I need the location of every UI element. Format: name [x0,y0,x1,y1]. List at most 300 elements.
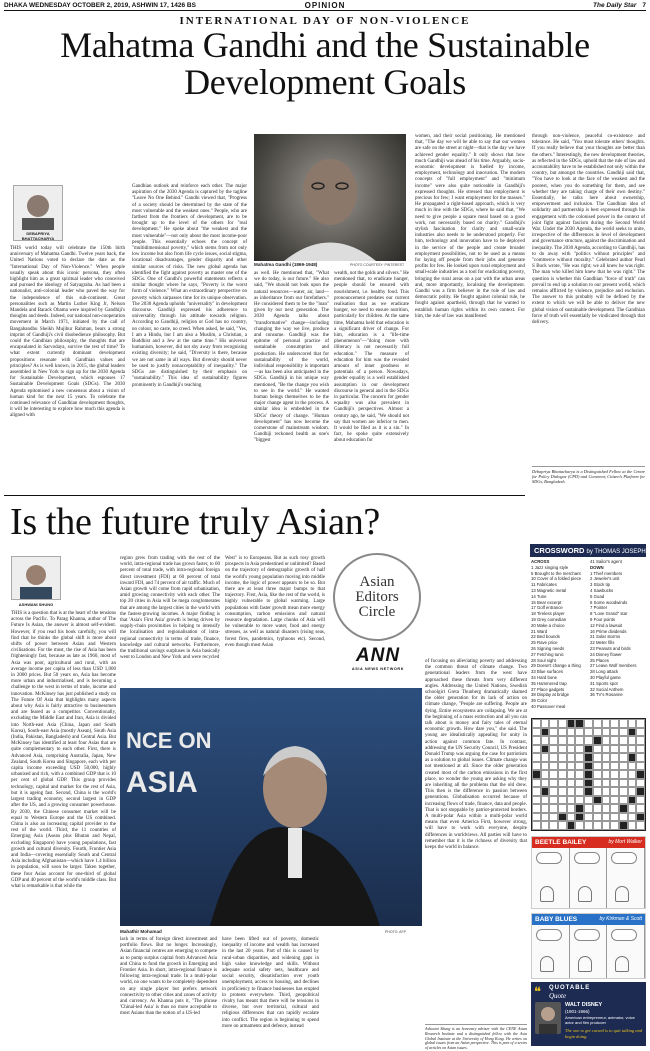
crossword-cell[interactable] [558,762,567,771]
mahathir-photo-credit: PHOTO: AFP [385,930,406,934]
crossword-cell[interactable] [532,728,541,737]
crossword-cell[interactable] [602,728,611,737]
baby-blues-comic [531,913,646,979]
crossword-cell [541,745,550,754]
crossword-title: CROSSWORD [534,546,585,555]
crossword-cell[interactable] [549,719,558,728]
crossword-byline: by THOMAS JOSEPH [586,549,646,555]
across-clue: 20 Make a choice [531,622,565,628]
baby-blues-artist: by Kirkman & Scott [599,916,642,922]
crossword-cell[interactable] [558,770,567,779]
crossword-cell[interactable] [532,796,541,805]
crossword-cell[interactable] [636,719,645,728]
asia-headline: Is the future truly Asian? [10,501,380,543]
crossword-cell[interactable] [610,762,619,771]
across-clue: 29 Doesn't change a thing [531,663,581,669]
down-clue: 7 Pointer [590,605,608,611]
crossword-cell[interactable] [549,745,558,754]
crossword-cell[interactable] [610,736,619,745]
crossword-cell[interactable] [549,736,558,745]
mahathir-photo [120,688,422,926]
crossword-cell[interactable] [628,770,637,779]
crossword-cell[interactable] [584,796,593,805]
crossword-cell[interactable] [549,813,558,822]
across-clue: 21 Ward [531,628,548,634]
crossword-cell [636,813,645,822]
down-clue: 30 Playful game [590,674,621,680]
gandhi-portrait-icon [254,134,406,261]
asia-col1: THIS is a question that is at the heart of the tensions across the Pacific. To Parag Khanna, author of The Future Is Asian, the answer is almost self-evident. However, if you read his book carefully, you will find that he thinks the global shift is more about shifts of power between Asian and Western civilisations. For the most, the rise of Asia has been frighteningly fast, because as late as 1960, most of Asia was poor, agricultural and rural, with an average income per capita of less than USD 1,000 in 2000 prices. But 50 years on, Asia has become more urban and industrialised, and is becoming a challenge to the west in terms of trade, income and innovation. McKinsey has just published a study on The Future Of Asia that highlights many aspects about why Asia is fairly attractive to businessmen and are feared as a competitor. Conventionally, excluding the Middle East and Iran, Asia is divided into North-east Asia (China, Japan and South Korea), South-east Asia (mostly Asean), South Asia (India, Pakistan, Bangladesh) and Central Asia. But McKinsey has identified at least four Asias that are quite complementary to each other. First, there is Advanced Asia, comprising Australia, Japan, New Zealand, South Korea and Singapore, each with per capita income exceeding USD 50,000, highly urbanised and rich, with a combined GDP that is 10 per cent of global GDP. This group provides technology, capital and market for the rest of Asia, but it is ageing fast. Second, China is the world's largest trading economy, second largest in GDP after the US, and a growing consumer powerhouse. By 2030, the Chinese consumer market will be equal to Western Europe and the US combined. China is also an increasing capital provider to the rest of the world. Third, the 11 countries of Emerging Asia (Asean plus Bhutan and Nepal, excluding Singapore) have young populations, fast growth and cultural diversity. Fourth, Frontier Asia and India—covering essentially South and Central Asia including Afghanistan—which have 1.4 billion in population, will soon be larger. Taken together, these four Asias account for one-third of global GDP and 40 percent of the world's middle class. But what is remarkable is that while the [11,611,116,889]
across-clue: 37 Place gadgets [531,686,565,692]
crossword-cell[interactable] [532,736,541,745]
crossword-cell[interactable] [636,728,645,737]
crossword-across-clues [531,559,588,716]
comic-panel [570,848,608,908]
crossword-cell[interactable] [541,753,550,762]
comic-panel [532,848,570,908]
crossword-cell[interactable] [628,787,637,796]
beetle-bailey-bar [532,837,645,848]
crossword-cell[interactable] [619,796,628,805]
crossword-cell[interactable] [619,787,628,796]
down-clue: 23 Peanuts and birds [590,645,631,651]
crossword-cell[interactable] [541,796,550,805]
crossword-cell[interactable] [602,753,611,762]
down-clue: 27 Leave Wolf members [590,663,637,669]
crossword-header [530,544,646,557]
asia-col3: West" is to Europeans. But as such rosy growth prospects in Asia predestined or unlimited? Based on the trajectory of demographic growth of half the world's young population moving into middle income, the logic of power appears to be so. But there are at least three major bumps to that trajectory. First, Asia, like the rest of the world, is highly vulnerable to global warming. Large populations with faster growth mean more energy consumption, carbon emissions and natural resource degradation. Large chunks of Asia will be vulnerable to more water, food and energy stresses, as well as natural disasters (rising seas, forest fires, pandemics, typhoons etc). Second, even though most Asian [225,556,325,648]
crossword-cell [567,821,576,830]
crossword-cell[interactable] [602,813,611,822]
down-label: DOWN [590,564,604,570]
crossword-cell[interactable] [602,796,611,805]
down-clue: 22 Meter fills [590,640,615,646]
crossword-cell[interactable] [602,821,611,830]
crossword-cell[interactable] [549,779,558,788]
crossword-cell[interactable] [558,787,567,796]
crossword-cell[interactable] [575,736,584,745]
crossword-cell[interactable] [636,821,645,830]
crossword-cell [619,821,628,830]
gandhi-col1: THIS world today will celebrate the 150th birth anniversary of Mahatma Gandhi. Twelve years back, the United Nations voted to declare the date as the "International Day of Non-Violence." When people usually speak about this iconic persona, they often highlight him as a great spiritual leader who conceived and pursued the ideology of Satyagraha. As had been a nationalist, anti-colonial leader who paved the way for the independence of this sub-continent. Great personalities such as Martin Luther King Jr, Nelson Mandela and Barack Obama were inspired by Gandhiji's thoughts and deeds. Indeed, our national non-cooperation movement in March 1971, initiated by the call of Bangabandhu Sheikh Mujibur Rahman, bears a strong imprint of Gandhiji's civil disobedience philosophy. But could the Gandhian philosophy, the thoughts that are encapsulated in Sarvodaya, survive the test of time? To what extent currently dominant development propositions resonate with Gandhian values and principles? As is well known, in 2015, the global leaders assembled in New York to sign up for the 2030 Agenda for Sustainable Development, which espouses 17 Sustainable Development Goals (SDGs). The 2030 Agenda epitomised a new consensus about a vision of human kind for the next 15 years. To celebrate the continued relevance of Gandhian development thoughts, it will be interesting to explore how much this agenda is aligned with [10,246,125,419]
crossword-cell[interactable] [549,796,558,805]
down-clue: 24 Disney flower [590,651,622,657]
gandhi-photo-credit: PHOTO COURTESY: PINTEREST [350,263,405,267]
page-header [4,0,646,10]
crossword-cell[interactable] [541,821,550,830]
crossword-cell[interactable] [593,745,602,754]
crossword-cell[interactable] [567,745,576,754]
crossword-cell[interactable] [636,753,645,762]
across-clue: 34 Hard bone [531,674,558,680]
crossword-cell[interactable] [532,719,541,728]
across-clue: 11 Fabricates [531,582,557,588]
crossword-cell[interactable] [567,804,576,813]
crossword-cell[interactable] [610,813,619,822]
crossword-cell[interactable] [610,770,619,779]
crossword-cell[interactable] [532,813,541,822]
across-clue: 14 Tune [531,593,547,599]
asia-col4: of focusing on alleviating poverty and addressing the common threat of climate change. Two generational leaders from the west have approached these threats from very different angles. Addressing the United Nations, Swedish schoolgirl Greta Thunberg dramatically shamed the older generation for its lack of action on climate change, "People are suffering. People are dying. Entire ecosystems are collapsing. We are at the beginning of a mass extinction and all you can talk about is money and fairy tales of eternal economic growth. How dare you," she said. The young are idealistically appealing for unity in action against common fate. In contrast, addressing the UN Security Council, US President Donald Trump was arguing the case for patriotism as a solution to global issues. Climate change was not mentioned at all. Since the older generation created most of the carbon emissions in the first place, no wonder the young are asking why they are inheriting all the problems that the old drew. This then is the difference in passion between generations. Globalisation occurred because of increasing flows of trade, finance, data and people. That is not stoppable by patriot-protected borders. A multi-polar Asia within a multi-polar world means that even America First, however strong, will have to work with everyone, despite differences in worldviews. All parties will have to remember that it is the richness of diversity that keeps the world in balance. [425,659,527,851]
section-divider [4,495,525,496]
quotable-label2: Quote [549,992,567,1000]
crossword-cell[interactable] [610,796,619,805]
crossword-cell[interactable] [636,779,645,788]
down-clue: 2 Jeweler's unit [590,576,620,582]
crossword-cell [584,779,593,788]
across-clue: 41 Sailor's agent [590,559,622,564]
gandhi-col5: women, and their social positioning. He mentioned that, "The day we will be able to say that our women are safe on the street at night—that is the day we have achieved gender equality." It only shows that how much Gandhiji was ahead of his time. Arguably, socio-economic development is fuelled by income, employment, technology and innovation. The modern concepts of "full employment" and "minimum income" were also quite noticeable in Gandhiji's expressed thoughts. He stressed that employment is precious for few; I want employment for the masses." He propagated a right-based approach, which is very much in line with the SDGs, where he said that, "We need to give people a square meal based on a good work, not necessarily based on charity." Gandhiji's stylish fascination for clarity and small-scale industries also needs to be understood properly. For him, technology and innovation have to be deployed in the service of the people and create broader employment possibilities, not to be used as a means for laying off people from their jobs and generate profits for few. He looked upon rural employment and small-scale industries as a tool for eradicating poverty, bringing the rural areas on a par with the urban areas and, more importantly, localising the development. Gandhi was a firm believer in the role of law and democratic polity. He fought against colonial rule, he fought against apartheid, through that he wanted to establish human rights within its own context. For him, the rule of law was manifested [415,134,525,319]
gandhi-author-bio: Debapriya Bhattacharya is a Distinguished Fellow at the Centre for Policy Dialogue (CPD) and Convenor, Citizen's Platform for SDGs, Bangladesh. [532,466,645,490]
across-clue: 13 Magnetic metal [531,587,567,593]
crossword-cell[interactable] [575,728,584,737]
down-clue: 3 Stock tip [590,582,611,588]
crossword-cell[interactable] [636,804,645,813]
crossword-cell [636,787,645,796]
across-clue: 5 Brought to the merchant [531,570,581,576]
across-list [531,565,588,710]
beetle-bailey-panels [532,848,645,908]
gandhi-photo-caption: Mahatma Gandhi (1869-1948) [254,262,318,267]
crossword-cell [628,796,637,805]
down-clue: 28 Long attack [590,669,619,675]
down-clue: 31 Sports spot [590,680,618,686]
crossword-cell[interactable] [549,762,558,771]
across-clue: 33 Blue surfaces [531,669,564,675]
crossword-cell[interactable] [610,753,619,762]
crossword-cell[interactable] [567,779,576,788]
crossword-cell[interactable] [532,745,541,754]
crossword-cell[interactable] [619,745,628,754]
crossword-cell[interactable] [549,770,558,779]
beetle-bailey-comic [531,836,646,909]
crossword-cell [584,745,593,754]
section-name: OPINION [304,0,346,10]
crossword-cell[interactable] [593,753,602,762]
crossword-cell[interactable] [532,821,541,830]
crossword-cell[interactable] [619,779,628,788]
article-kicker: INTERNATIONAL DAY OF NON-VIOLENCE [179,15,471,27]
ann-network-name: ASIA NEWS NETWORK [351,667,405,671]
backdrop-text-1: NCE ON [126,728,212,753]
asia-col5: lack in terms of foreign direct investment and portfolio flows. But no longer. Increasingly, Asian financial centres are emerging to compete as to pump surplus capital from Advanced Asia and China to fund the growth in Emerging and Frontier Asia. In short, intra-regional finance is following intra-regional trade. In a multi-polar world, no one wants to be completely dependent on any single player but prefers network connectivity to other cities and zones of activity and currency. As Khanna puts it, "The phrase 'Chinal-led Asia' is thus no more acceptable to most Asians than the notion of a US-led [120,937,217,1017]
across-clue: 25 Rave price [531,640,558,646]
crossword-cell[interactable] [584,719,593,728]
badge-line1: Asian [359,573,395,590]
crossword-cell[interactable] [610,719,619,728]
author-name: DEBAPRIYA BHATTACHARYA [21,231,55,241]
crossword-cell[interactable] [532,787,541,796]
asia-author-portrait-icon [12,557,60,599]
down-clue: 25 Places [590,657,609,663]
crossword-cell[interactable] [636,762,645,771]
crossword-grid[interactable] [531,718,646,831]
crossword-cell[interactable] [584,736,593,745]
asia-author-name: ASHWANI SHUNG [18,602,54,607]
masthead: The Daily Star [593,1,637,9]
crossword-cell[interactable] [541,779,550,788]
crossword-cell[interactable] [584,728,593,737]
crossword-cell[interactable] [567,796,576,805]
crossword-cell[interactable] [610,821,619,830]
crossword-down-clues [590,559,646,716]
crossword-cell[interactable] [567,787,576,796]
mahathir-figure-icon [120,688,422,926]
gandhi-col4: wealth, not the golds and silvers." He mentioned that, to eradicate hunger, people should be ensured with nourishment, i.e. healthy food. This pronouncement predates our current realisation that as we eradicate hunger, we need to ensure nutrition, particularly for children. At the same time, Mahatma held that education is a significant driver of change. For him, education is a "life-time phenomenon"—"doing more with illiteracy is not necessarily full education." The measure of education for him was the revealed amount of inner goodness or potentials of a person. Nowadays, gender equality is a well established assumption in our development discourse in general and in the SDGs in particular. The concern for gender equality was also prevalent in Gandhiji's perspectives. Almost a century ago, he said, "We should not say that women are inferior to men. It would be filed as it is a sin." In fact, he spoke quite extensively about education for [334,271,409,444]
crossword-cell[interactable] [610,779,619,788]
gandhi-col3: as well. He mentioned that, "What we do today, is our future." He also said, "We should not look upon the natural resources—water, air, land—as inheritance from our forefathers." He considered them to be the "loan" given by our next generation. The 2030 Agenda talks about "transformative" change—including changing the way we live, produce and consume. Gandhiji was the epitome of personal practice of sustainable consumption and production. He underscored that for sustainability of the world, individual responsibility is important—as has been also anticipated in the SDGs. Gandhiji in his unique way mentioned, "Be the change you wish to see in the world." He wanted human beings themselves to be the major change agent in the process. A similar idea is embedded in the SDGs' theory of change. "Human development" has now become the cornerstone of mainstream wisdom. Gandhiji reckoned health as one's "biggest [254,271,329,444]
crossword-cell[interactable] [541,804,550,813]
asia-col7 [324,937,421,1042]
crossword-cell [628,753,637,762]
quotable-label: QUOTABLE [549,985,591,991]
down-clue: 4 Sawbucks [590,587,614,593]
crossword-cell[interactable] [558,821,567,830]
crossword-cell[interactable] [610,728,619,737]
crossword-cell[interactable] [541,813,550,822]
crossword-cell [619,804,628,813]
baby-blues-title: BABY BLUES [535,916,578,923]
crossword-cell[interactable] [549,804,558,813]
mahathir-photo-caption: Mahathir Mohamad [120,929,162,934]
across-clue: 26 Signing needs [531,645,565,651]
crossword-cell[interactable] [610,804,619,813]
crossword-cell[interactable] [593,804,602,813]
crossword-cell [593,736,602,745]
crossword-cell[interactable] [593,813,602,822]
crossword-cell[interactable] [602,762,611,771]
crossword-cell [575,804,584,813]
crossword-cell[interactable] [567,736,576,745]
crossword-cell[interactable] [602,745,611,754]
beetle-bailey-artist: by Mort Walker [608,839,642,845]
crossword-cell[interactable] [541,762,550,771]
walt-disney-photo [535,1002,561,1034]
down-clue: 21 Solar storms [590,634,621,640]
crossword-cell[interactable] [575,796,584,805]
baby-blues-bar [532,914,645,925]
down-clue: 6 Some woodwinds [590,599,628,605]
crossword-cell [584,753,593,762]
asian-editors-circle-badge [333,553,421,641]
crossword-cell[interactable] [584,821,593,830]
crossword-cell [532,770,541,779]
crossword-cell[interactable] [610,787,619,796]
across-clue: 40 Passover meal [531,703,566,709]
quote-person-desc: American entrepreneur, animator, voice actor and film producer [565,1015,635,1025]
crossword-cell[interactable] [636,796,645,805]
backdrop-text-2: ASIA [126,766,198,799]
crossword-cell[interactable] [558,779,567,788]
crossword-cell[interactable] [549,787,558,796]
badge-line3: Circle [358,603,396,620]
dateline: DHAKA WEDNESDAY OCTOBER 2, 2019, ASHWIN 17, 1426 BS [4,1,196,9]
gandhi-photo [254,134,406,261]
gandhi-headline: Mahatma Gandhi and the Sustainable Development Goals [60,25,590,102]
across-label: ACROSS [531,559,550,564]
across-clue: 18 Tireless player [531,611,565,617]
header-rule [4,10,646,11]
asia-author-bio: Ashwani Shung is an honorary adviser with the CENE Asian Research Institute and a distinguished fellow with the Asia Global Institute at the University of Hong Kong. He writes on global issues from an Asian perspective. This is part of a series of articles on Asian issues. [425,1026,527,1051]
across-clue: 19 Grey comedian [531,616,567,622]
ann-logo [340,645,416,671]
crossword-cell[interactable] [558,796,567,805]
disney-portrait-icon [535,1002,561,1034]
across-clue: 38 Display at bridge [531,692,569,698]
down-clue: 32 Social Anthem [590,686,624,692]
ann-logo-text: ANN [355,645,401,666]
down-clue: 5 Goad [590,593,605,599]
down-list [590,571,646,699]
crossword-cell [575,719,584,728]
quote-person-name: WALT DISNEY [565,1002,603,1008]
crossword-cell[interactable] [532,753,541,762]
crossword-cell[interactable] [549,753,558,762]
crossword-cell[interactable] [558,745,567,754]
across-clue: 22 Bed bounds [531,634,560,640]
crossword-cell[interactable] [593,719,602,728]
crossword-cell [628,728,637,737]
comic-panel [532,925,570,978]
crossword-cell[interactable] [619,770,628,779]
crossword-cell[interactable] [567,753,576,762]
crossword-cell[interactable] [636,736,645,745]
quote-person-years: (1901-1966) [565,1009,590,1014]
comic-panel [570,925,608,978]
crossword-cell[interactable] [610,745,619,754]
asia-author-photo [11,556,61,600]
across-clue: 27 Fetching tunic [531,651,564,657]
crossword-cell[interactable] [602,736,611,745]
crossword-cell[interactable] [619,736,628,745]
crossword-cell [575,813,584,822]
crossword-cell[interactable] [619,753,628,762]
crossword-cell[interactable] [575,770,584,779]
across-clue: 10 Cover of a folded piece [531,576,582,582]
crossword-cell[interactable] [602,770,611,779]
down-clue: 36 TV's Rosanne [590,692,623,698]
crossword-cell[interactable] [558,728,567,737]
crossword-cell[interactable] [541,719,550,728]
crossword-cell[interactable] [593,779,602,788]
crossword-cell[interactable] [541,770,550,779]
down-clue: 16 Prime dividends [590,628,627,634]
asia-col6: have been lifted out of poverty, domestic inequality of income and wealth has increased in the last 20 years. Part of this is caused by rural-urban disparities, and widening gaps in high value knowledge and skills. Without adequate social safety nets, healthcare and social security, dissatisfaction over youth unemployment, access to housing, and declines in proficiency to finance businesses has erupted in protests everywhere. Third, geopolitical rivalry has meant that there will be tensions in diverse, but over territorial, cultural and religious differences that can rapidly escalate into conflict. The region is beginning to spend more on armaments and defence, instead [222,937,319,1029]
crossword-cell[interactable] [628,821,637,830]
crossword-cell[interactable] [628,779,637,788]
quote-mark-icon: ❝ [534,984,541,999]
beetle-bailey-title: BEETLE BAILEY [535,839,587,846]
crossword-cell[interactable] [593,770,602,779]
across-clue: 28 Soul sight [531,657,556,663]
gandhi-col2: Gandhian outlook and reinforce each other. The major aspiration of the 2030 Agenda is captured by the tagline "Leave No One Behind." Gandhi viewed that, "Progress of a society should be determined by the state of the most vulnerable and the weakest ones." People, who are farthest from the frontiers of development, are to be brought up to the level of the others for "real development." He spoke about "the weakest and the most vulnerable"—not only about the most income-poor people. This essentially echoes the concept of "multidimensional poverty," which stems from not only low income but also from life cycle issues, social stigma, locational disadvantages, gender disparity and other similar sources of risks. The new global agenda has identified the fight against poverty as master one of the SDGs. One of Gandhi's powerful statements reflects a similar thought where he says, "Poverty is the worst form of violence." What an extraordinary perspective on poverty which surpasses time for its unique observation. The 2030 Agenda upholds "universality" in development discourse. Gandhiji expressed his adherence to universality through his attitude towards religion. According to Gandhiji, religion or God has no country, no colour, no caste, no creed. When asked, he said, "Yes, I am a Hindu, but I am also a Muslim, a Christian, a Buddhist and a Jew at the same time." His universal humanism, however, did not shy away from recognising existing diversity; he said, "Diversity is there, because we are not same in all ways. But diversity should never be used to justify nonacceptability of inequality." The SDGs are distinguished by their emphasis on "sustainability." This idea of sustainability figures prominently in Gandhiji's teaching [132,184,247,388]
across-clue: 39 Color [531,698,548,704]
quotable-box [531,982,646,1046]
crossword-cell[interactable] [636,745,645,754]
crossword-cell[interactable] [628,813,637,822]
crossword-cell[interactable] [628,762,637,771]
crossword-cell[interactable] [628,804,637,813]
crossword-cell[interactable] [558,719,567,728]
crossword-cell[interactable] [584,804,593,813]
crossword-cell[interactable] [619,728,628,737]
crossword-cell [541,787,550,796]
crossword-cell[interactable] [575,762,584,771]
gandhi-col1-top [63,184,125,224]
crossword-cell[interactable] [602,719,611,728]
asia-col2: region grew from trading with the rest of the world, intra-regional trade has grown faster, to 60 percent of total trade, with intra-regional foreign direct investment (FDI) at 60 percent of total inward FDI, and 74 percent of air traffic. Much of Asian growth will come from rapid urbanisation, amid growing connectivity with each other. The top 20 cities in Asia will be mega conglomerates that are among the largest cities in the world with the fastest-growing incomes. A major finding is that 'Asia's First Asia' growth is being driven by supply-chain proximities in helping to intensify the localisation and regionalisation of intra-regional connectivity in terms of trade, finance, knowledge and cultural networks. Furthermore, the traditional savings surpluses in Asia basically went to London and New York and were recycled [120,556,221,661]
crossword-cell [558,813,567,822]
page-number: 7 [642,1,646,9]
crossword-cell[interactable] [558,736,567,745]
crossword-cell [584,787,593,796]
crossword-cell[interactable] [593,787,602,796]
crossword-cell[interactable] [567,813,576,822]
across-clue: 15 Bear excerpt [531,599,562,605]
quote-text: The one to get cursed is to quit talking and begin doing. [565,1028,643,1039]
crossword-cell[interactable] [593,762,602,771]
across-clue: 17 Golf entrance [531,605,563,611]
crossword-cell[interactable] [619,762,628,771]
down-clue: 12 Find a lawsuit [590,622,623,628]
crossword-cell[interactable] [575,787,584,796]
comic-panel [607,848,645,908]
author-portrait-icon [14,186,62,230]
crossword-cell[interactable] [602,779,611,788]
crossword-cell [636,770,645,779]
down-clue: 1 Thief members [590,570,623,576]
gandhi-col6: through non-violence, peaceful co-existence and tolerance. He said, "You must tolerate others' thoughts. If you really believe that your thoughts are better than the others." Interestingly, the new development theories, as reflected in the SDGs, uphold that the rule of law and accountability have to be established not only within the country, but amongst the countries. Gandhiji said that, "You have to look at the face of the weakest and the poorest, when you do something for them, and see whether they are taking charge of their own destiny." Essentially, he talks here about ownership, empowerment and inclusion. The Gandhian idea of solidarity and partnership is best expressed through his engagement with the colonised power in the context of joint fight against fascism during the Second World War. Under the 2030 Agenda, the world seeks to unite, irrespective of the differences in level of development and governance structure, against the discrimination and inequality. The 2030 Agenda, according to Gandhiji, has to do away with "politics without principles" and "commerce without morality." Celebrated author Pearl S Buck wrote, "He was right; we all knew he was right. The man who killed him knew that he was right." The question is whether this Gandhian "force of truth" can prevail to end up a solution to our present world, which remains afflicted by violence, prejudice and exclusion. The answer to this probably will be defined by the extent to which we will be able to deliver the new global vision of sustainable development. The Gandhian force of truth will essentially be vindicated through that delivery. [532,134,645,326]
crossword-cell[interactable] [532,779,541,788]
asia-col1-top [64,556,116,608]
crossword-cell[interactable] [584,813,593,822]
crossword-cell[interactable] [532,804,541,813]
crossword-cell[interactable] [575,745,584,754]
crossword-cell[interactable] [558,804,567,813]
crossword-cell[interactable] [567,728,576,737]
crossword-cell[interactable] [593,821,602,830]
crossword-cell[interactable] [602,787,611,796]
crossword-cell[interactable] [567,770,576,779]
crossword-cell[interactable] [549,821,558,830]
crossword-cell[interactable] [549,728,558,737]
crossword-cell [567,719,576,728]
crossword-cell[interactable] [628,745,637,754]
crossword-cell[interactable] [619,813,628,822]
masthead-group [593,2,646,9]
crossword-cell[interactable] [575,779,584,788]
crossword-cell[interactable] [593,728,602,737]
crossword-cell[interactable] [575,821,584,830]
down-clue: 8 "Love Grand" star [590,611,628,617]
crossword-cell[interactable] [532,762,541,771]
crossword-cell[interactable] [567,762,576,771]
crossword-cell[interactable] [575,753,584,762]
crossword-cell[interactable] [628,719,637,728]
badge-line2: Editors [355,588,399,605]
crossword-cell [584,762,593,771]
across-clue: 35 Hammered trap [531,680,567,686]
crossword-cell [593,796,602,805]
baby-blues-panels [532,925,645,978]
crossword-cell[interactable] [628,736,637,745]
crossword-cell[interactable] [541,736,550,745]
crossword-cell[interactable] [558,753,567,762]
crossword-cell[interactable] [602,804,611,813]
crossword-cell[interactable] [619,719,628,728]
crossword-cell [541,728,550,737]
down-clue: 9 Four points [590,616,616,622]
